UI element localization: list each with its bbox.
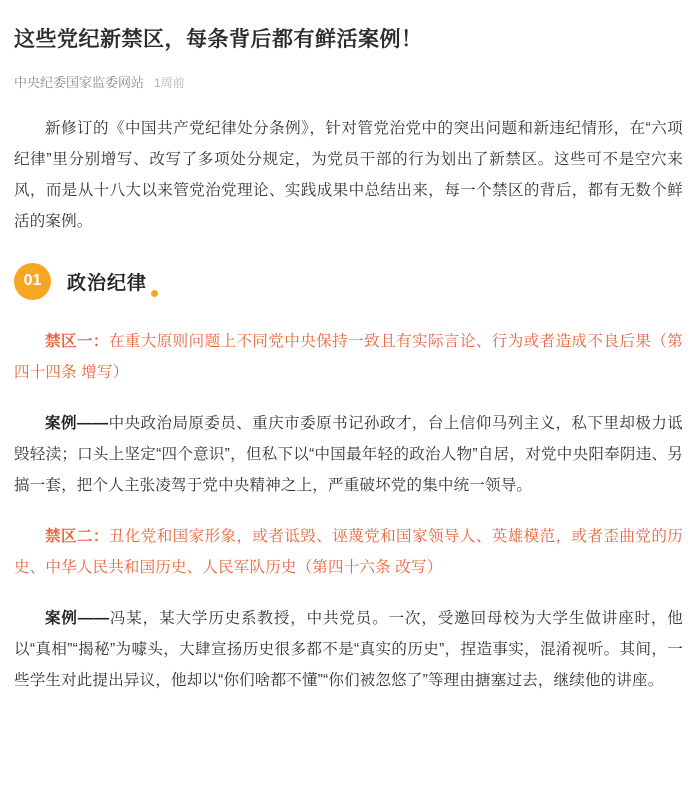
case-2-text: 冯某，某大学历史系教授，中共党员。一次，受邀回母校为大学生做讲座时，他以“真相”“揭秘”为噱头，大肆宣扬历史很多都不是“真实的历史”，捏造事实，混淆视听。其间，一些学生对此提出异议，他却以“你们啥都不懂”“你们被忽悠了”等理由搪塞过去，继续他的讲座。 [14,609,683,689]
case-1-text: 中央政治局原委员、重庆市委原书记孙政才，台上信仰马列主义，私下里却极力诋毁轻渎；口头上坚定“四个意识”，但私下以“中国最年轻的政治人物”自居，对党中央阳奉阴违、另搞一套，把个人主张凌驾于党中央精神之上，严重破坏党的集中统一领导。 [14,414,683,494]
forbidden-zone-1-text: 在重大原则问题上不同党中央保持一致且有实际言论、行为或者造成不良后果（第四十四条 增写） [14,332,683,381]
section-header-政治纪律 [14,263,683,300]
decorative-dot-icon [151,290,158,297]
case-2-label: 案例—— [45,609,110,627]
article-meta [14,72,683,91]
forbidden-zone-2 [14,521,683,583]
section-number-badge: 01 [14,263,51,300]
case-1 [14,408,683,501]
forbidden-zone-2-text: 丑化党和国家形象，或者诋毁、诬蔑党和国家领导人、英雄模范，或者歪曲党的历史、中华人民共和国历史、人民军队历史（第四十六条 改写） [14,527,683,576]
page-title: 这些党纪新禁区，每条背后都有鲜活案例！ [14,28,423,51]
section-title-text: 政治纪律 [67,272,148,294]
article-intro-paragraph: 新修订的《中国共产党纪律处分条例》，针对管党治党中的突出问题和新违纪情形，在“六项纪律”里分别增写、改写了多项处分规定，为党员干部的行为划出了新禁区。这些可不是空穴来风，而是从十八大以来管党治党理论、实践成果中总结出来，每一个禁区的背后，都有无数个鲜活的案例。 [14,119,683,230]
case-2 [14,603,683,696]
case-1-label: 案例—— [45,414,109,432]
forbidden-zone-1 [14,326,683,388]
forbidden-zone-1-label: 禁区一： [45,332,109,350]
section-title [67,268,154,295]
article-source: 中央纪委国家监委网站 [14,74,145,90]
forbidden-zone-2-label: 禁区二： [45,527,109,545]
article-timestamp: 1周前 [154,75,185,90]
